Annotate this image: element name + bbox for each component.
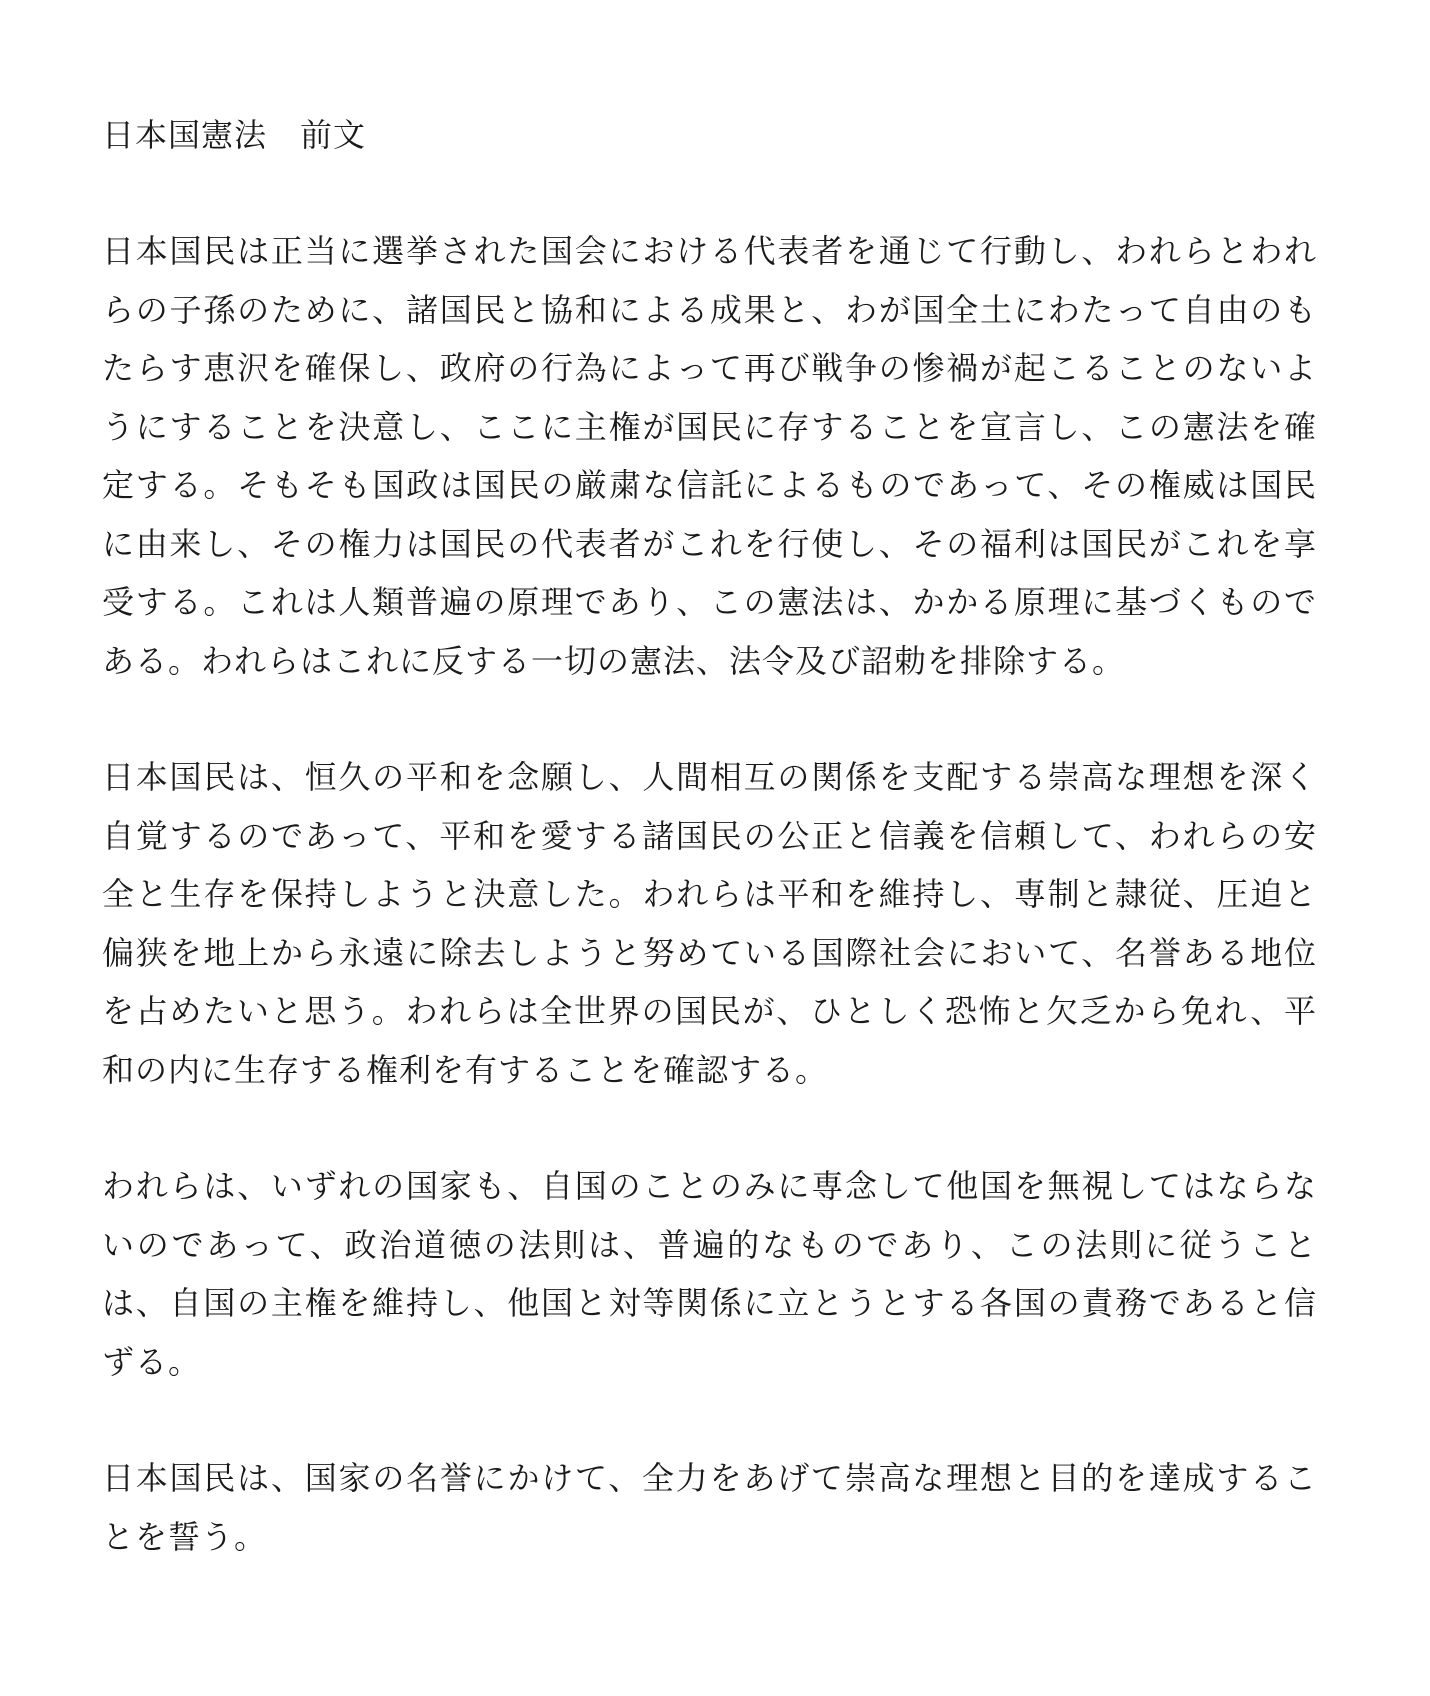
paragraph-2: 日本国民は、恒久の平和を念願し、人間相互の関係を支配する崇高な理想を深く自覚するのであって、平和を愛する諸国民の公正と信義を信頼して、われらの安全と生存を保持しようと決意した。われらは平和を維持し、専制と隷従、圧迫と偏狭を地上から永遠に除去しようと努めている国際社会において、名誉ある地位を占めたいと思う。われらは全世界の国民が、ひとしく恐怖と欠乏から免れ、平和の内に生存する権利を有することを確認する。	[102, 758, 1317, 1089]
paragraph-4: 日本国民は、国家の名誉にかけて、全力をあげて崇高な理想と目的を達成することを誓う。	[102, 1459, 1317, 1556]
paragraph-1: 日本国民は正当に選挙された国会における代表者を通じて行動し、われらとわれらの子孫のために、諸国民と協和による成果と、わが国全土にわたって自由のもたらす恵沢を確保し、政府の行為によって再び戦争の惨禍が起こることのないようにすることを決意し、ここに主権が国民に存することを宣言し、この憲法を確定する。そもそも国政は国民の厳粛な信託によるものであって、その権威は国民に由来し、その権力は国民の代表者がこれを行使し、その福利は国民がこれを享受する。これは人類普遍の原理であり、この憲法は、かかる原理に基づくものである。われらはこれに反する一切の憲法、法令及び詔勅を排除する。	[102, 232, 1317, 680]
document-page	[102, 106, 1317, 1624]
document-title: 日本国憲法 前文	[102, 116, 367, 154]
paragraph-3: われらは、いずれの国家も、自国のことのみに専念して他国を無視してはならないのであって、政治道徳の法則は、普遍的なものであり、この法則に従うことは、自国の主権を維持し、他国と対等関係に立とうとする各国の責務であると信ずる。	[102, 1167, 1317, 1381]
